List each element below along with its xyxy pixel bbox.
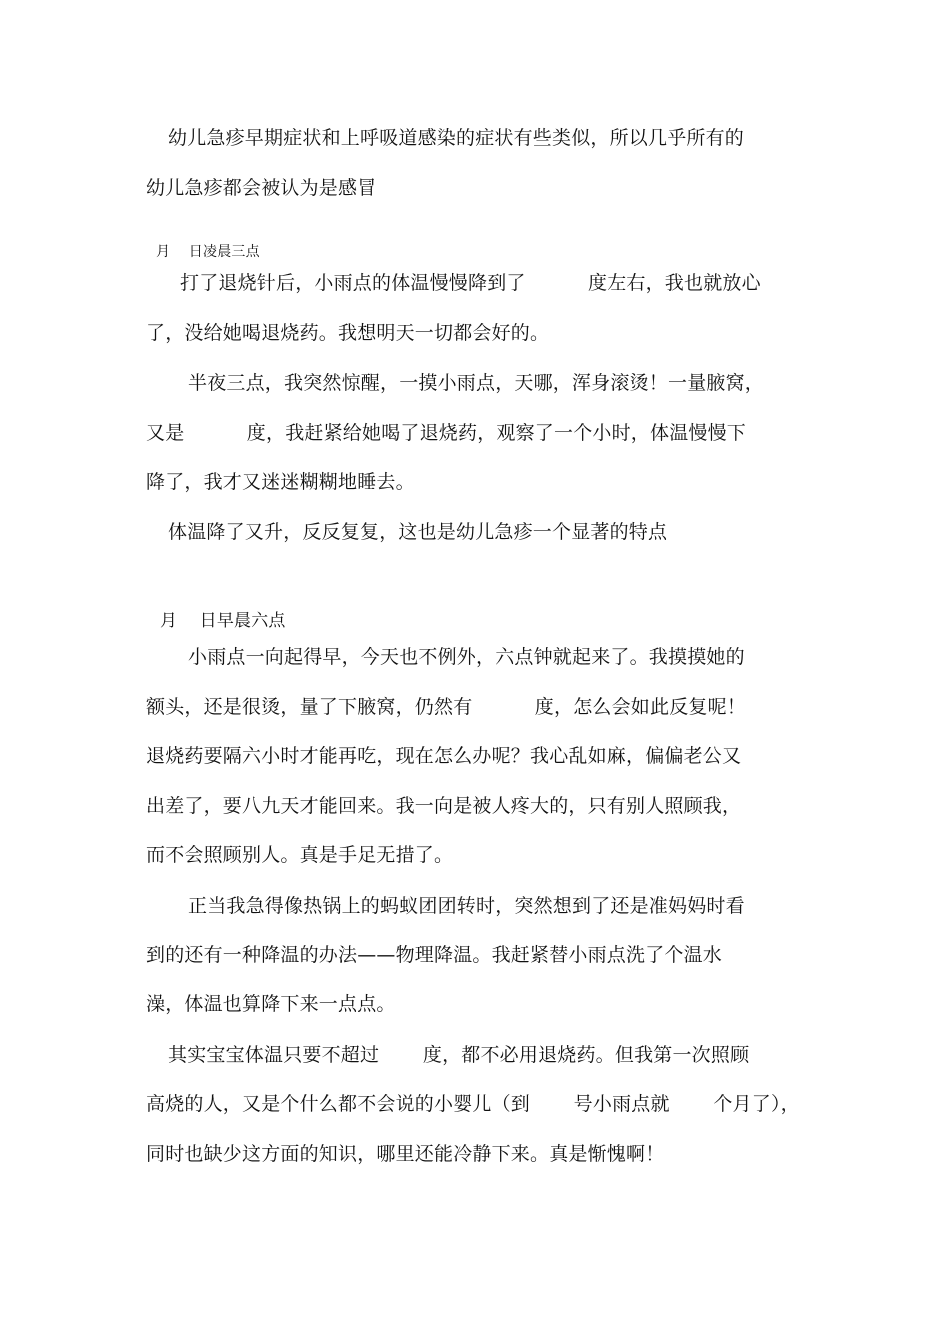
entry2-p1-line-4: 出差了，要八九天才能回来。我一向是被人疼大的，只有别人照顾我，: [146, 795, 742, 817]
entry1-p1-line-1: 打了退烧针后，小雨点的体温慢慢降到了 度左右，我也就放心: [180, 272, 761, 294]
entry2-date-heading: 月 日早晨六点: [160, 611, 286, 631]
entry1-p2-line-2: 又是 度，我赶紧给她喝了退烧药，观察了一个小时，体温慢慢下: [146, 422, 746, 444]
entry2-p1-line-2: 额头，还是很烫，量了下腋窝，仍然有 度，怎么会如此反复呢！: [146, 696, 746, 718]
entry1-p2-line-3: 降了，我才又迷迷糊糊地睡去。: [146, 471, 415, 493]
entry2-p2-line-1: 正当我急得像热锅上的蚂蚁团团转时，突然想到了还是准妈妈时看: [188, 895, 745, 917]
entry2-p3-line-1: 其实宝宝体温只要不超过 度，都不必用退烧药。但我第一次照顾: [168, 1044, 750, 1066]
entry2-p3-line-2: 高烧的人，又是个什么都不会说的小婴儿（到 号小雨点就 个月了），: [146, 1093, 800, 1115]
entry1-p1-line-2: 了，没给她喝退烧药。我想明天一切都会好的。: [146, 322, 550, 344]
entry2-p2-line-3: 澡，体温也算降下来一点点。: [146, 993, 396, 1015]
entry2-p1-line-3: 退烧药要隔六小时才能再吃，现在怎么办呢？我心乱如麻，偏偏老公又: [146, 745, 742, 767]
entry2-p1-line-5: 而不会照顾别人。真是手足无措了。: [146, 844, 454, 866]
entry2-p1-line-1: 小雨点一向起得早，今天也不例外，六点钟就起来了。我摸摸她的: [188, 646, 745, 668]
entry1-date-heading: 月 日凌晨三点: [156, 244, 260, 260]
intro-line-2: 幼儿急疹都会被认为是感冒: [146, 177, 377, 199]
entry1-note: 体温降了又升，反反复复，这也是幼儿急疹一个显著的特点: [168, 521, 668, 543]
entry1-p2-line-1: 半夜三点，我突然惊醒，一摸小雨点，天哪，浑身滚烫！一量腋窝，: [188, 372, 765, 394]
entry2-p2-line-2: 到的还有一种降温的办法——物理降温。我赶紧替小雨点洗了个温水: [146, 944, 723, 966]
entry2-p3-line-3: 同时也缺少这方面的知识，哪里还能冷静下来。真是惭愧啊！: [146, 1143, 665, 1165]
intro-line-1: 幼儿急疹早期症状和上呼吸道感染的症状有些类似，所以几乎所有的: [168, 127, 745, 149]
